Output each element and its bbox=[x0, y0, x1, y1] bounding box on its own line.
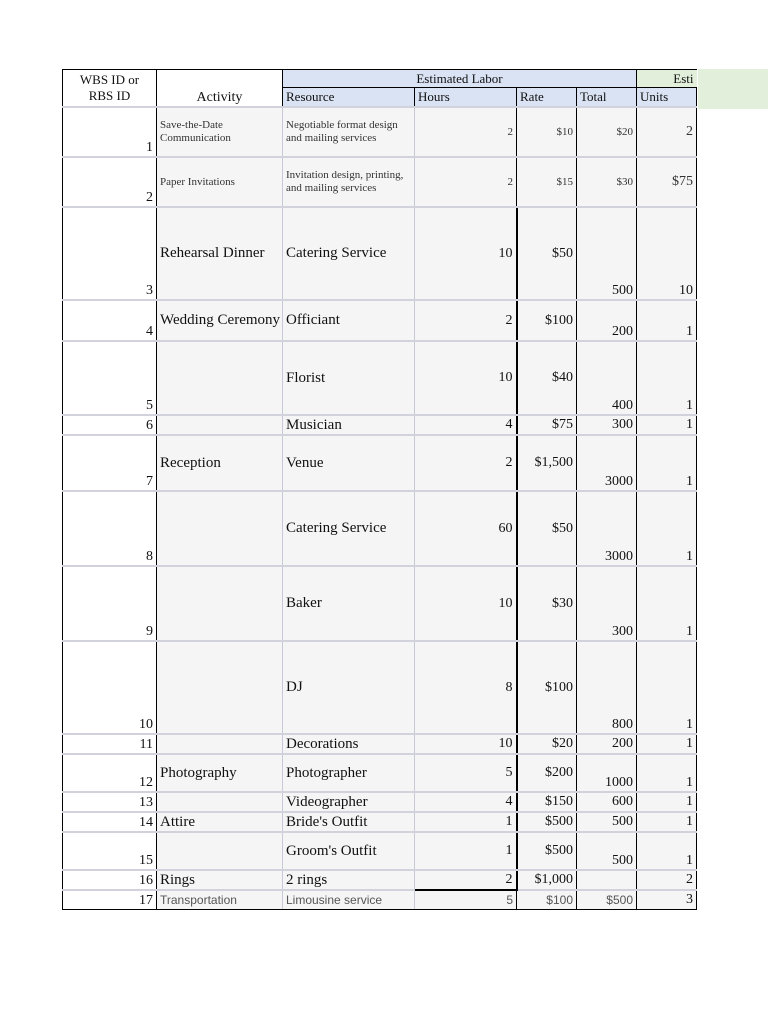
hours-cell[interactable]: 5 bbox=[415, 890, 517, 909]
units-cell[interactable]: 3 bbox=[637, 890, 697, 909]
hours-header[interactable]: Hours bbox=[415, 88, 517, 108]
units-cell[interactable]: 10 bbox=[637, 207, 697, 300]
hours-cell[interactable]: 5 bbox=[415, 754, 517, 792]
hours-cell[interactable]: 4 bbox=[415, 415, 517, 435]
units-cell[interactable]: 2 bbox=[637, 107, 697, 157]
activity-cell[interactable] bbox=[157, 832, 283, 870]
resource-cell[interactable]: Invitation design, printing, and mailing services bbox=[283, 157, 415, 207]
wbs-cell[interactable]: 6 bbox=[63, 415, 157, 435]
units-cell[interactable]: 2 bbox=[637, 870, 697, 890]
rate-cell[interactable]: $1,500 bbox=[517, 435, 577, 491]
units-cell[interactable]: $75 bbox=[637, 157, 697, 207]
units-cell[interactable]: 1 bbox=[637, 491, 697, 566]
activity-cell[interactable]: Rings bbox=[157, 870, 283, 890]
activity-cell[interactable]: Rehearsal Dinner bbox=[157, 207, 283, 300]
total-cell[interactable]: 300 bbox=[577, 566, 637, 641]
hours-cell[interactable]: 2 bbox=[415, 157, 517, 207]
wbs-table bbox=[62, 69, 697, 910]
resource-cell[interactable]: Catering Service bbox=[283, 491, 415, 566]
activity-cell[interactable]: Attire bbox=[157, 812, 283, 832]
resource-cell[interactable]: Photographer bbox=[283, 754, 415, 792]
total-cell[interactable]: 500 bbox=[577, 832, 637, 870]
hours-cell[interactable]: 10 bbox=[415, 566, 517, 641]
total-cell[interactable]: $500 bbox=[577, 890, 637, 909]
rate-cell[interactable]: $500 bbox=[517, 812, 577, 832]
wbs-cell[interactable]: 4 bbox=[63, 300, 157, 341]
resource-cell[interactable]: Negotiable format design and mailing services bbox=[283, 107, 415, 157]
units-cell[interactable]: 1 bbox=[637, 641, 697, 734]
units-cell[interactable]: 1 bbox=[637, 435, 697, 491]
total-cell[interactable]: 3000 bbox=[577, 435, 637, 491]
total-cell[interactable]: 600 bbox=[577, 792, 637, 812]
activity-header[interactable]: Activity bbox=[157, 70, 283, 108]
resource-cell[interactable]: Videographer bbox=[283, 792, 415, 812]
total-cell[interactable]: 500 bbox=[577, 207, 637, 300]
rate-cell[interactable]: $50 bbox=[517, 491, 577, 566]
wbs-cell[interactable]: 2 bbox=[63, 157, 157, 207]
hours-cell[interactable]: 10 bbox=[415, 734, 517, 754]
rate-cell[interactable]: $150 bbox=[517, 792, 577, 812]
units-cell[interactable]: 1 bbox=[637, 566, 697, 641]
units-cell[interactable]: 1 bbox=[637, 754, 697, 792]
wbs-header-line2: RBS ID bbox=[88, 88, 131, 103]
wbs-cell[interactable]: 17 bbox=[63, 890, 157, 909]
resource-cell[interactable]: Musician bbox=[283, 415, 415, 435]
activity-cell[interactable]: Paper Invitations bbox=[157, 157, 283, 207]
resource-cell[interactable]: 2 rings bbox=[283, 870, 415, 890]
resource-header[interactable]: Resource bbox=[283, 88, 415, 108]
units-cell[interactable]: 1 bbox=[637, 812, 697, 832]
wbs-cell[interactable]: 15 bbox=[63, 832, 157, 870]
total-cell[interactable]: 1000 bbox=[577, 754, 637, 792]
total-cell[interactable]: 500 bbox=[577, 812, 637, 832]
resource-cell[interactable]: Florist bbox=[283, 341, 415, 415]
hours-cell[interactable]: 2 bbox=[415, 107, 517, 157]
next-group-header[interactable]: Esti bbox=[637, 70, 697, 88]
total-cell[interactable]: 200 bbox=[577, 300, 637, 341]
hours-cell[interactable]: 60 bbox=[415, 491, 517, 566]
wbs-header[interactable] bbox=[63, 70, 157, 108]
units-cell[interactable]: 1 bbox=[637, 832, 697, 870]
total-header[interactable]: Total bbox=[577, 88, 637, 108]
activity-cell[interactable]: Wedding Ceremony bbox=[157, 300, 283, 341]
units-cell[interactable]: 1 bbox=[637, 792, 697, 812]
hours-cell[interactable]: 1 bbox=[415, 832, 517, 870]
wbs-cell[interactable]: 12 bbox=[63, 754, 157, 792]
resource-cell[interactable]: Catering Service bbox=[283, 207, 415, 300]
activity-cell[interactable] bbox=[157, 641, 283, 734]
estimated-labor-header[interactable]: Estimated Labor bbox=[283, 70, 637, 88]
total-cell[interactable]: 200 bbox=[577, 734, 637, 754]
activity-cell[interactable]: Reception bbox=[157, 435, 283, 491]
wbs-cell[interactable]: 13 bbox=[63, 792, 157, 812]
resource-cell[interactable]: Bride's Outfit bbox=[283, 812, 415, 832]
total-cell[interactable]: $30 bbox=[577, 157, 637, 207]
units-cell[interactable]: 1 bbox=[637, 734, 697, 754]
hours-cell[interactable]: 8 bbox=[415, 641, 517, 734]
rate-cell[interactable]: $40 bbox=[517, 341, 577, 415]
wbs-cell[interactable]: 14 bbox=[63, 812, 157, 832]
wbs-cell[interactable]: 1 bbox=[63, 107, 157, 157]
wbs-cell[interactable]: 7 bbox=[63, 435, 157, 491]
activity-cell[interactable] bbox=[157, 341, 283, 415]
activity-cell[interactable] bbox=[157, 415, 283, 435]
wbs-cell[interactable]: 11 bbox=[63, 734, 157, 754]
resource-cell[interactable]: Venue bbox=[283, 435, 415, 491]
hours-cell[interactable]: 1 bbox=[415, 812, 517, 832]
hours-cell[interactable]: 2 bbox=[415, 300, 517, 341]
total-cell[interactable]: 800 bbox=[577, 641, 637, 734]
total-cell[interactable]: 3000 bbox=[577, 491, 637, 566]
spreadsheet bbox=[62, 69, 768, 910]
rate-header[interactable]: Rate bbox=[517, 88, 577, 108]
wbs-cell[interactable]: 3 bbox=[63, 207, 157, 300]
wbs-cell[interactable]: 9 bbox=[63, 566, 157, 641]
units-cell[interactable]: 1 bbox=[637, 341, 697, 415]
activity-cell[interactable] bbox=[157, 566, 283, 641]
wbs-cell[interactable]: 16 bbox=[63, 870, 157, 890]
hours-cell[interactable]: 10 bbox=[415, 207, 517, 300]
total-cell[interactable]: 300 bbox=[577, 415, 637, 435]
rate-cell[interactable]: $10 bbox=[517, 107, 577, 157]
activity-cell[interactable]: Photography bbox=[157, 754, 283, 792]
resource-cell[interactable]: Limousine service bbox=[283, 890, 415, 909]
rate-cell[interactable]: $15 bbox=[517, 157, 577, 207]
rate-cell[interactable]: $100 bbox=[517, 890, 577, 909]
total-cell[interactable]: 400 bbox=[577, 341, 637, 415]
rate-cell[interactable]: $1,000 bbox=[517, 870, 577, 890]
hours-cell[interactable]: 2 bbox=[415, 870, 517, 890]
rate-cell[interactable]: $30 bbox=[517, 566, 577, 641]
wbs-cell[interactable]: 5 bbox=[63, 341, 157, 415]
units-cell[interactable]: 1 bbox=[637, 300, 697, 341]
rate-cell[interactable]: $20 bbox=[517, 734, 577, 754]
rate-cell[interactable]: $500 bbox=[517, 832, 577, 870]
hours-cell[interactable]: 10 bbox=[415, 341, 517, 415]
hours-cell[interactable]: 2 bbox=[415, 435, 517, 491]
resource-cell[interactable]: Groom's Outfit bbox=[283, 832, 415, 870]
hours-cell[interactable]: 4 bbox=[415, 792, 517, 812]
activity-cell[interactable] bbox=[157, 491, 283, 566]
rate-cell[interactable]: $100 bbox=[517, 300, 577, 341]
rate-cell[interactable]: $50 bbox=[517, 207, 577, 300]
wbs-cell[interactable]: 10 bbox=[63, 641, 157, 734]
rate-cell[interactable]: $75 bbox=[517, 415, 577, 435]
wbs-header-line1: WBS ID or bbox=[79, 72, 140, 87]
total-cell[interactable]: $20 bbox=[577, 107, 637, 157]
resource-cell[interactable]: Officiant bbox=[283, 300, 415, 341]
activity-cell[interactable] bbox=[157, 734, 283, 754]
rate-cell[interactable]: $200 bbox=[517, 754, 577, 792]
wbs-cell[interactable]: 8 bbox=[63, 491, 157, 566]
resource-cell[interactable]: DJ bbox=[283, 641, 415, 734]
resource-cell[interactable]: Baker bbox=[283, 566, 415, 641]
activity-cell[interactable]: Save-the-Date Communication bbox=[157, 107, 283, 157]
units-cell[interactable]: 1 bbox=[637, 415, 697, 435]
total-cell[interactable] bbox=[577, 870, 637, 890]
activity-cell[interactable]: Transportation bbox=[157, 890, 283, 909]
activity-cell[interactable] bbox=[157, 792, 283, 812]
rate-cell[interactable]: $100 bbox=[517, 641, 577, 734]
resource-cell[interactable]: Decorations bbox=[283, 734, 415, 754]
units-header[interactable]: Units bbox=[637, 88, 697, 108]
